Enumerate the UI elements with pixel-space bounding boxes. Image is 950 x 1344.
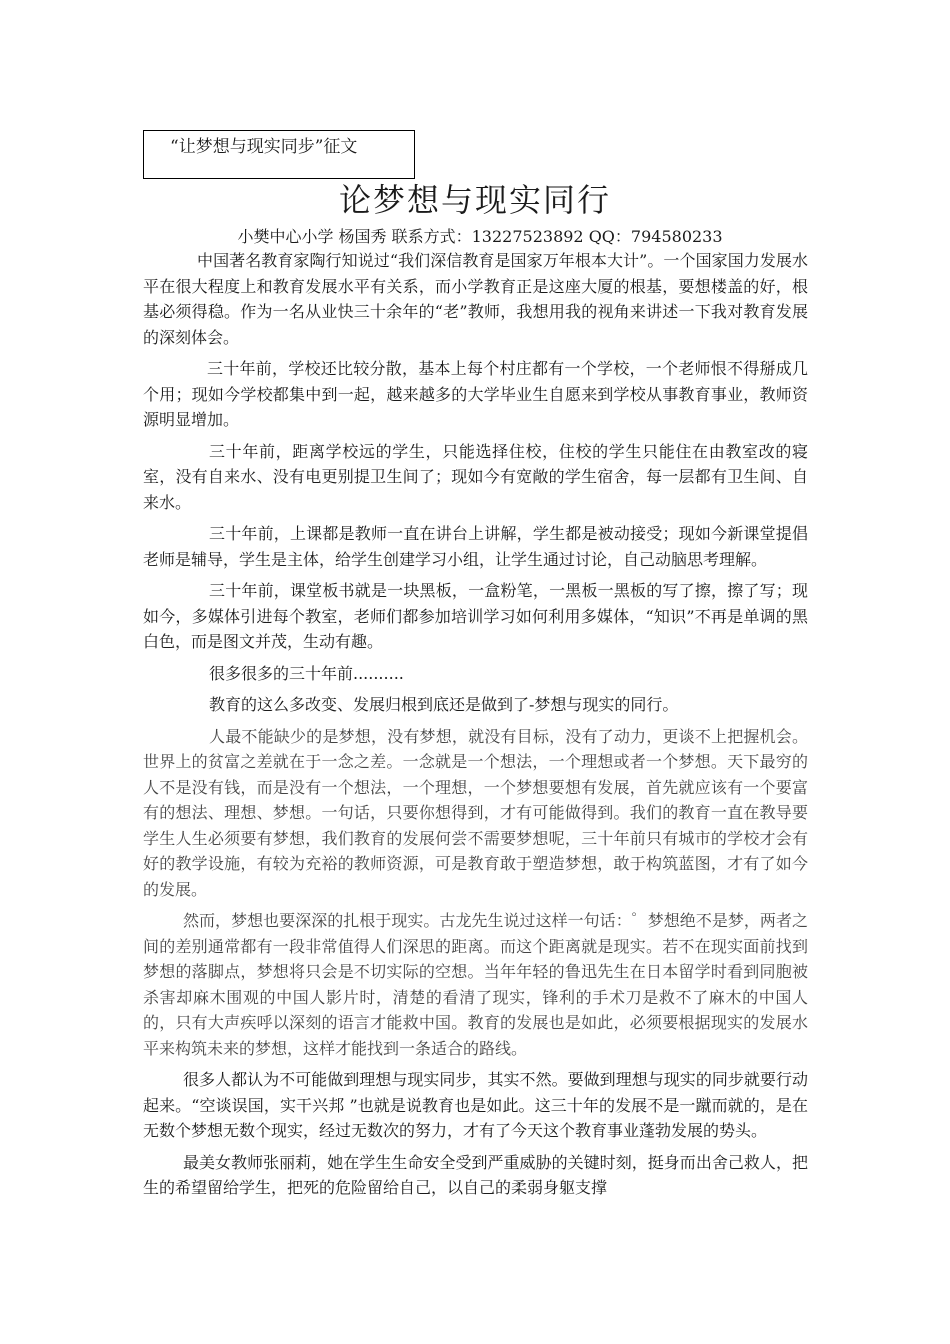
paragraph: 人最不能缺少的是梦想，没有梦想，就没有目标，没有了动力，更谈不上把握机会。世界上的贫富之差就在于一念之差。一念就是一个想法，一个理想或者一个梦想。天下最穷的人不是没有钱，而是没有一个想法，一个理想，一个梦想要想有发展，首先就应该有一个要富有的想法、理想、梦想。一句话，只要你想得到，才有可能做得到。我们的教育一直在教导要学生人生必须要有梦想，我们教育的发展何尝不需要梦想呢，三十年前只有城市的学校才会有好的教学设施，有较为充裕的教师资源，可是教育敢于塑造梦想，敢于构筑蓝图，才有了如今的发展。	[143, 726, 808, 899]
paragraph: 中国著名教育家陶行知说过“我们深信教育是国家万年根本大计”。一个国家国力发展水平在很大程度上和教育发展水平有关系，而小学教育正是这座大厦的根基，要想楼盖的好，根基必须得稳。作为一名从业快三十余年的“老”教师，我想用我的视角来讲述一下我对教育发展的深刻体会。	[143, 251, 808, 347]
paragraph: 三十年前，学校还比较分散，基本上每个村庄都有一个学校，一个老师恨不得掰成几个用；现如今学校都集中到一起，越来越多的大学毕业生自愿来到学校从事教育事业，教师资源明显增加。	[143, 359, 808, 429]
paragraph: 三十年前，距离学校远的学生，只能选择住校，住校的学生只能住在由教室改的寝室，没有自来水、没有电更别提卫生间了；现如今有宽敞的学生宿舍，每一层都有卫生间、自来水。	[143, 441, 808, 512]
paragraph: 三十年前，上课都是教师一直在讲台上讲解，学生都是被动接受；现如今新课堂提倡老师是辅导，学生是主体，给学生创建学习小组，让学生通过讨论，自己动脑思考理解。	[143, 524, 808, 569]
essay-tag-box	[143, 130, 415, 179]
essay-tag: “让梦想与现实同步”征文	[170, 137, 358, 157]
paragraph: 然而，梦想也要深深的扎根于现实。古龙先生说过这样一句话：゜梦想绝不是梦，两者之间的差别通常都有一段非常值得人们深思的距离。而这个距离就是现实。若不在现实面前找到梦想的落脚点，梦想将只会是不切实际的空想。当年年轻的鲁迅先生在日本留学时看到同胞被杀害却麻木围观的中国人影片时，清楚的看清了现实，锋利的手术刀是救不了麻木的中国人的，只有大声疾呼以深刻的语言才能救中国。教育的发展也是如此，必须要根据现实的发展水平来构筑未来的梦想，这样才能找到一条适合的路线。	[143, 911, 808, 1058]
author-line: 小樊中心小学 杨国秀 联系方式：13227523892 QQ：794580233	[237, 227, 723, 246]
paragraph: 最美女教师张丽莉，她在学生生命安全受到严重威胁的关键时刻，挺身而出舍己救人，把生的希望留给学生，把死的危险留给自己，以自己的柔弱身躯支撑	[143, 1152, 808, 1197]
paragraph: 很多很多的三十年前..........	[209, 663, 404, 683]
paragraph: 教育的这么多改变、发展归根到底还是做到了-梦想与现实的同行。	[209, 695, 679, 714]
document-body	[143, 248, 808, 1207]
document-title: 论梦想与现实同行	[338, 181, 611, 219]
paragraph: 很多人都认为不可能做到理想与现实同步，其实不然。要做到理想与现实的同步就要行动起来。“空谈误国，实干兴邦 ”也就是说教育也是如此。这三十年的发展不是一蹴而就的，是在无数个梦想无数个现实，经过无数次的努力，才有了今天这个教育事业蓬勃发展的势头。	[143, 1070, 808, 1140]
paragraph: 三十年前，课堂板书就是一块黑板，一盒粉笔，一黑板一黑板的写了擦，擦了写；现如今，多媒体引进每个教室，老师们都参加培训学习如何利用多媒体，“知识”不再是单调的黑白色，而是图文并茂，生动有趣。	[143, 581, 808, 651]
